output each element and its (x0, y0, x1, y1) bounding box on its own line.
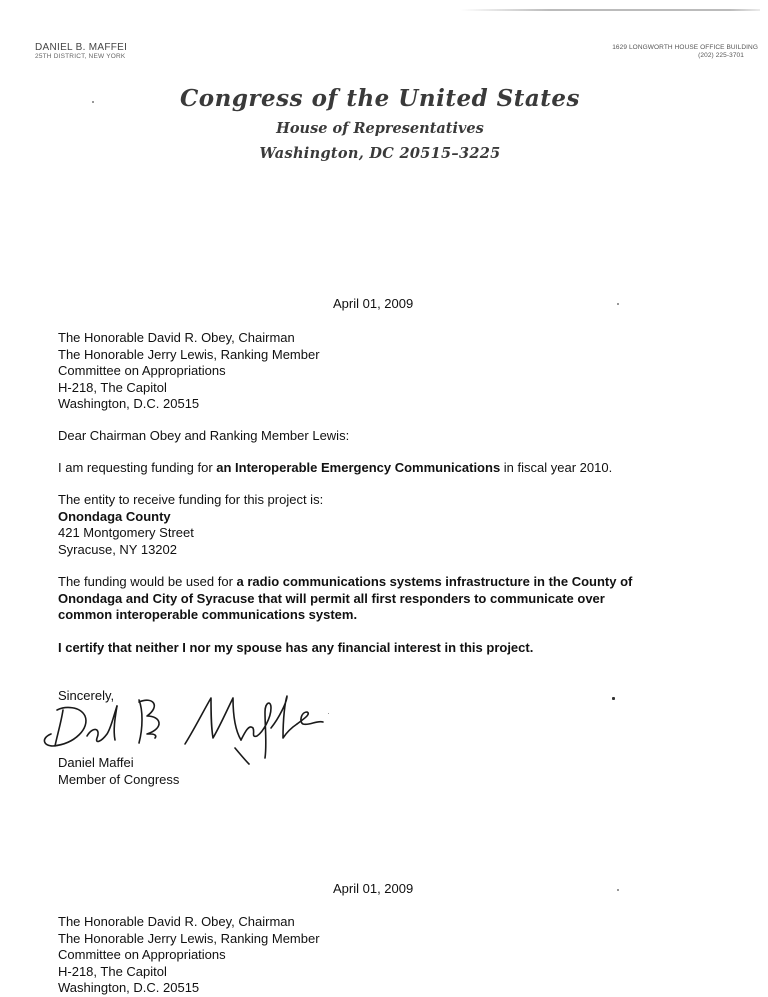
salutation: Dear Chairman Obey and Ranking Member Lewis: (58, 428, 350, 443)
certification: I certify that neither I nor my spouse has any financial interest in this project. (58, 640, 534, 655)
entity-block (58, 492, 323, 558)
request-suffix: in fiscal year 2010. (500, 460, 613, 475)
signer-name: Daniel Maffei (58, 755, 134, 770)
office-info (612, 44, 758, 61)
addressee-line: H-218, The Capitol (58, 379, 167, 395)
signature-stroke (241, 703, 271, 758)
entity-intro: The entity to receive funding for this project is: (58, 492, 324, 507)
addressee-line: The Honorable David R. Obey, Chairman (58, 914, 295, 929)
addressee-line: Committee on Appropriations (58, 363, 226, 378)
member-name: DANIEL B. MAFFEI (35, 42, 128, 53)
signature-stroke (271, 696, 297, 738)
signature-stroke (139, 700, 142, 743)
entity-address-line: Syracuse, NY 13202 (58, 541, 177, 557)
office-building: 1629 LONGWORTH HOUSE OFFICE BUILDING (612, 44, 758, 51)
addressee-line: Committee on Appropriations (58, 947, 226, 962)
member-info (35, 42, 127, 60)
signature-stroke (87, 706, 117, 741)
letter-date-repeat: April 01, 2009 (333, 881, 414, 896)
signature-stroke (185, 698, 241, 744)
scan-speck (612, 697, 615, 700)
entity-address-line: 421 Montgomery Street (58, 525, 194, 540)
addressee-line: The Honorable Jerry Lewis, Ranking Member (58, 930, 320, 946)
signer-title: Member of Congress (58, 771, 180, 787)
purpose-prefix: The funding would be used for (58, 574, 237, 589)
addressee-line: H-218, The Capitol (58, 963, 167, 979)
addressee-line: Washington, D.C. 20515 (58, 396, 200, 411)
request-paragraph (58, 460, 612, 477)
addressee-line: The Honorable David R. Obey, Chairman (58, 330, 295, 345)
letter-date: April 01, 2009 (333, 296, 414, 311)
signature-stroke (297, 712, 323, 724)
scan-artifact (460, 9, 760, 11)
entity-name: Onondaga County (58, 508, 171, 524)
member-district: 25TH DISTRICT, NEW YORK (35, 53, 126, 60)
addressee-line: Washington, D.C. 20515 (58, 980, 200, 995)
letterhead-house: House of Representatives (276, 120, 484, 137)
signature-stroke (44, 708, 86, 746)
closing: Sincerely, (58, 688, 115, 703)
scan-speck (617, 889, 619, 891)
letterhead-city: Washington, DC 20515–3225 (259, 145, 501, 162)
purpose-line-3: common interoperable communications system. (58, 607, 358, 622)
purpose-line-2: Onondaga and City of Syracuse that will permit all first responders to communicate over (58, 590, 605, 606)
signature-stroke (235, 748, 249, 764)
addressee-block (58, 330, 320, 413)
signature-stroke (55, 710, 63, 746)
letterhead-title: Congress of the United States (179, 85, 581, 112)
request-prefix: I am requesting funding for (58, 460, 217, 475)
purpose-line-1: a radio communications systems infrastructure in the County of (236, 574, 633, 589)
purpose-paragraph (58, 574, 632, 624)
addressee-block-repeat (58, 914, 320, 997)
scan-speck (92, 101, 94, 103)
request-project: an Interoperable Emergency Communications (216, 460, 501, 475)
office-phone: (202) 225-3701 (698, 52, 744, 60)
addressee-line: The Honorable Jerry Lewis, Ranking Member (58, 346, 320, 362)
signer-block (58, 755, 179, 788)
scan-speck (617, 303, 619, 305)
